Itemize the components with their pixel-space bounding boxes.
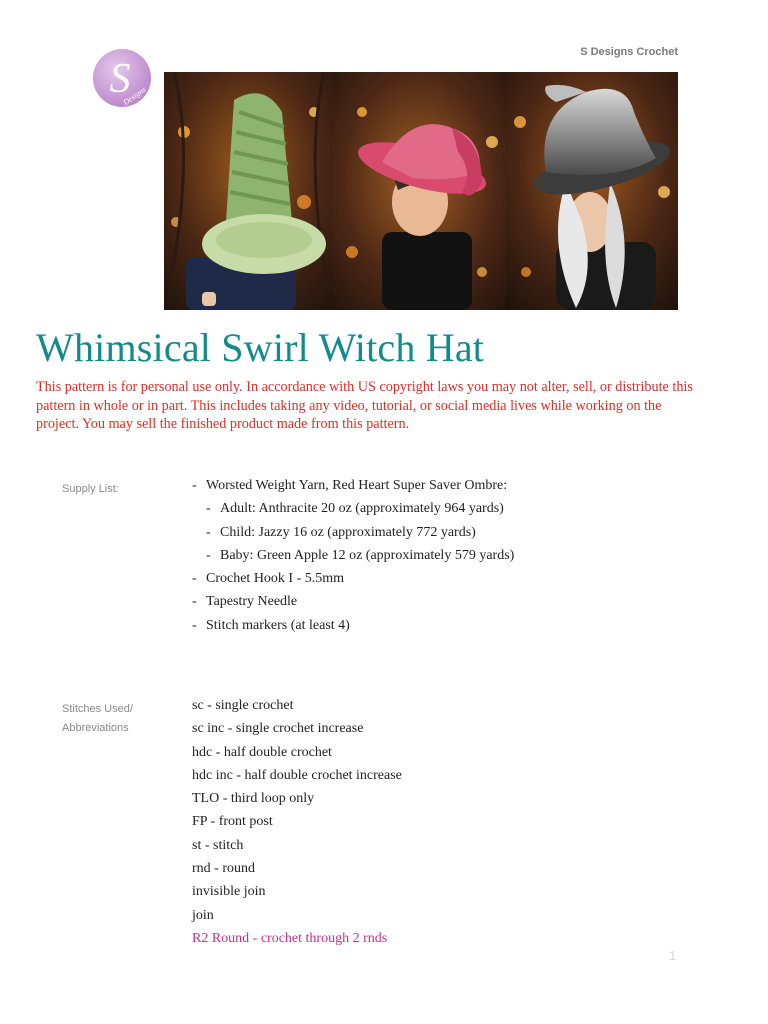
list-item: - Crochet Hook I - 5.5mm (192, 571, 345, 587)
list-item: join (192, 907, 214, 923)
list-item: invisible join (192, 884, 266, 900)
list-item: - Stitch markers (at least 4) (192, 617, 350, 633)
list-item: rnd - round (192, 861, 255, 877)
stitches-label: Stitches Used/ Abbreviations (62, 703, 133, 734)
list-item: hdc inc - half double crochet increase (192, 767, 402, 783)
pink-hat-photo (332, 72, 506, 310)
list-item: st - stitch (192, 837, 244, 853)
list-item: FP - front post (192, 814, 273, 830)
grey-hat-photo (506, 72, 678, 310)
list-item-highlight: R2 Round - crochet through 2 rnds (192, 930, 388, 946)
logo-script: Designs (121, 84, 148, 108)
hat-photo-strip (164, 72, 678, 310)
green-hat-photo (164, 72, 332, 310)
stitch-list (192, 696, 402, 952)
supply-list (192, 476, 514, 639)
list-item: - Baby: Green Apple 12 oz (approximately 579 yards) (206, 547, 515, 563)
list-item: - Child: Jazzy 16 oz (approximately 772 yards) (206, 524, 476, 540)
logo-letter: S (109, 56, 131, 102)
page-number: 1 (669, 948, 677, 963)
brand-logo (92, 48, 152, 108)
list-item: sc - single crochet (192, 698, 294, 713)
list-item: sc inc - single crochet increase (192, 721, 364, 737)
page-title: Whimsical Swirl Witch Hat (36, 325, 485, 370)
copyright-notice: This pattern is for personal use only. In accordance with US copyright laws you may not alter, sell, or distribute this pattern in whole or in part. This includes taking any video, tutorial, or social media lives while working on the project. You may sell the finished product made from this pattern. (36, 379, 693, 432)
list-item: - Adult: Anthracite 20 oz (approximately 964 yards) (206, 501, 504, 517)
list-item: hdc - half double crochet (192, 744, 332, 760)
header-brand: S Designs Crochet (580, 46, 678, 58)
list-item: - Tapestry Needle (192, 594, 298, 610)
supply-list-label: Supply List: (62, 483, 119, 495)
list-item: - Worsted Weight Yarn, Red Heart Super Saver Ombre: (192, 478, 508, 493)
list-item: TLO - third loop only (192, 791, 315, 807)
